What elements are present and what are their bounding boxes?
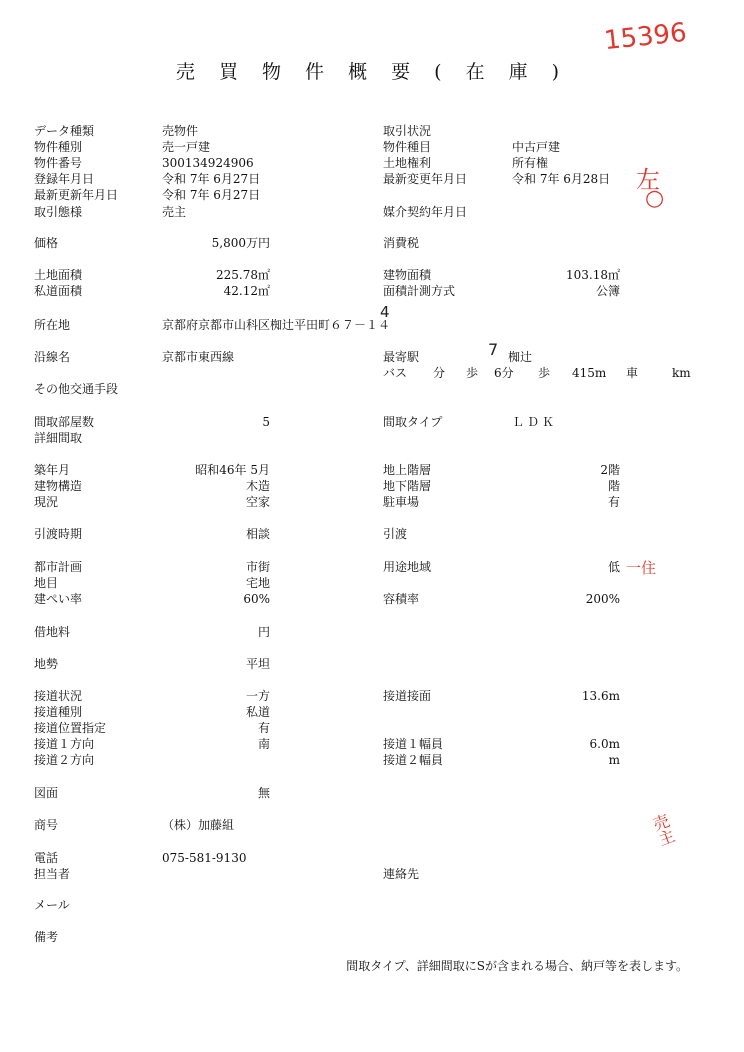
land-category-value: 宅地 xyxy=(245,576,270,590)
floors-value: 2階 xyxy=(600,463,620,477)
handwritten-number: 15396 xyxy=(602,17,689,57)
layout-type-label: 間取タイプ xyxy=(383,415,443,429)
phone-label: 電話 xyxy=(34,851,59,865)
road1-width-label: 接道１幅員 xyxy=(383,737,444,751)
bus-label: バス xyxy=(383,366,408,380)
latest-change-label: 最新変更年月日 xyxy=(383,172,468,186)
data-type-value: 売物件 xyxy=(162,124,199,138)
address-value: 京都府京都市山科区椥辻平田町６７－１４ xyxy=(162,318,391,332)
building-area-value: 103.18㎡ xyxy=(566,268,620,282)
layout-type-value: ＬＤＫ xyxy=(512,415,558,429)
delivery-label: 引渡 xyxy=(383,527,408,541)
rooms-value: 5 xyxy=(262,415,270,429)
station-value: 椥辻 xyxy=(508,350,533,364)
terrain-value: 平坦 xyxy=(245,657,270,671)
property-no-value: 300134924906 xyxy=(162,156,254,170)
parking-label: 駐車場 xyxy=(383,495,420,509)
road-status-label: 接道状況 xyxy=(34,689,83,703)
road2-dir-label: 接道２方向 xyxy=(34,753,95,767)
road-face-value: 13.6m xyxy=(581,689,620,703)
building-area-label: 建物面積 xyxy=(383,268,432,282)
road1-dir-label: 接道１方向 xyxy=(34,737,95,751)
property-item-value: 中古戸建 xyxy=(512,140,561,154)
line-value: 京都市東西線 xyxy=(162,350,235,364)
property-no-label: 物件番号 xyxy=(34,156,83,170)
document-title: 売 買 物 件 概 要 ( 在 庫 ) xyxy=(175,61,569,83)
walk-value: 6分 xyxy=(494,366,514,380)
road-type-value: 私道 xyxy=(245,705,270,719)
lease-label: 借地料 xyxy=(34,625,71,639)
other-transport-label: その他交通手段 xyxy=(34,382,119,396)
private-road-label: 私道面積 xyxy=(34,284,83,298)
road-status-value: 一方 xyxy=(245,689,270,703)
road-designation-value: 有 xyxy=(257,721,270,735)
structure-value: 木造 xyxy=(245,479,270,493)
status-label: 現況 xyxy=(34,495,59,509)
basement-value: 階 xyxy=(607,479,620,493)
road-face-label: 接道接面 xyxy=(383,689,432,703)
zoning-label: 用途地域 xyxy=(383,560,432,574)
city-plan-value: 市街 xyxy=(245,560,270,574)
handwritten-address-fix: 4 xyxy=(380,303,390,321)
handwritten-station-fix: 7 xyxy=(488,340,499,359)
far-value: 200% xyxy=(585,592,620,606)
walk-m-value: 415m xyxy=(572,366,607,380)
far-label: 容積率 xyxy=(383,592,420,606)
price-label: 価格 xyxy=(34,236,59,250)
footer-note: 間取タイプ、詳細間取にSが含まれる場合、納戸等を表します。 xyxy=(346,959,688,973)
drawing-label: 図面 xyxy=(34,786,59,800)
road1-width-value: 6.0m xyxy=(589,737,620,751)
brokerage-label: 媒介契約年月日 xyxy=(383,205,468,219)
city-plan-label: 都市計画 xyxy=(34,560,83,574)
handwritten-zone-fix: 一住 xyxy=(626,559,657,577)
coverage-label: 建ぺい率 xyxy=(34,592,83,606)
area-method-label: 面積計測方式 xyxy=(383,284,456,298)
registered-label: 登録年月日 xyxy=(34,172,95,186)
land-right-value: 所有権 xyxy=(512,156,549,170)
road2-width-label: 接道２幅員 xyxy=(383,753,444,767)
property-kind-label: 物件種別 xyxy=(34,140,83,154)
car-label: 車 xyxy=(626,366,639,380)
transaction-value: 売主 xyxy=(162,205,187,219)
handwritten-circle: ○ xyxy=(645,186,665,211)
land-area-label: 土地面積 xyxy=(34,268,83,282)
structure-label: 建物構造 xyxy=(34,479,83,493)
updated-value: 令和 7年 6月27日 xyxy=(162,188,261,202)
walk2-label: 歩 xyxy=(538,366,551,380)
floors-label: 地上階層 xyxy=(383,463,432,477)
handover-label: 引渡時期 xyxy=(34,527,83,541)
lease-value: 円 xyxy=(257,625,270,639)
phone-value: 075-581-9130 xyxy=(162,851,247,865)
parking-value: 有 xyxy=(607,495,620,509)
handwritten-mark-left: 左 xyxy=(636,166,660,194)
private-road-value: 42.12㎡ xyxy=(223,284,270,298)
deal-status-label: 取引状況 xyxy=(383,124,432,138)
drawing-value: 無 xyxy=(257,786,270,800)
basement-label: 地下階層 xyxy=(383,479,432,493)
coverage-value: 60% xyxy=(243,592,270,606)
zoning-value: 低 xyxy=(607,560,620,574)
property-item-label: 物件種目 xyxy=(383,140,432,154)
road2-width-value: m xyxy=(608,753,620,767)
transaction-label: 取引態様 xyxy=(34,205,83,219)
bus-min-label: 分 xyxy=(433,366,446,380)
company-label: 商号 xyxy=(34,818,59,832)
km-label: km xyxy=(672,366,691,380)
built-label: 築年月 xyxy=(34,463,71,477)
land-category-label: 地目 xyxy=(34,576,59,590)
tax-label: 消費税 xyxy=(383,236,420,250)
handover-value: 相談 xyxy=(245,527,270,541)
property-kind-value: 売一戸建 xyxy=(162,140,211,154)
room-detail-label: 詳細間取 xyxy=(34,431,83,445)
price-value: 5,800万円 xyxy=(211,236,270,250)
land-right-label: 土地権利 xyxy=(383,156,432,170)
latest-change-value: 令和 7年 6月28日 xyxy=(512,172,611,186)
status-value: 空家 xyxy=(245,495,270,509)
rooms-label: 間取部屋数 xyxy=(34,415,95,429)
updated-label: 最新更新年月日 xyxy=(34,188,119,202)
registered-value: 令和 7年 6月27日 xyxy=(162,172,261,186)
road-type-label: 接道種別 xyxy=(34,705,83,719)
person-label: 担当者 xyxy=(34,867,71,881)
mail-label: メール xyxy=(34,898,70,912)
contact-label: 連絡先 xyxy=(383,867,420,881)
road1-dir-value: 南 xyxy=(257,737,270,751)
land-area-value: 225.78㎡ xyxy=(216,268,270,282)
station-label: 最寄駅 xyxy=(383,350,420,364)
line-label: 沿線名 xyxy=(34,350,71,364)
road-designation-label: 接道位置指定 xyxy=(34,721,107,735)
notes-label: 備考 xyxy=(34,930,59,944)
handwritten-mark-bottom: 売主 xyxy=(650,811,678,850)
area-method-value: 公簿 xyxy=(595,284,620,298)
built-value: 昭和46年 5月 xyxy=(195,463,270,477)
address-label: 所在地 xyxy=(34,318,71,332)
data-type-label: データ種類 xyxy=(34,124,95,138)
walk-label: 歩 xyxy=(466,366,479,380)
terrain-label: 地勢 xyxy=(34,657,59,671)
company-value: （株）加藤組 xyxy=(162,818,235,832)
